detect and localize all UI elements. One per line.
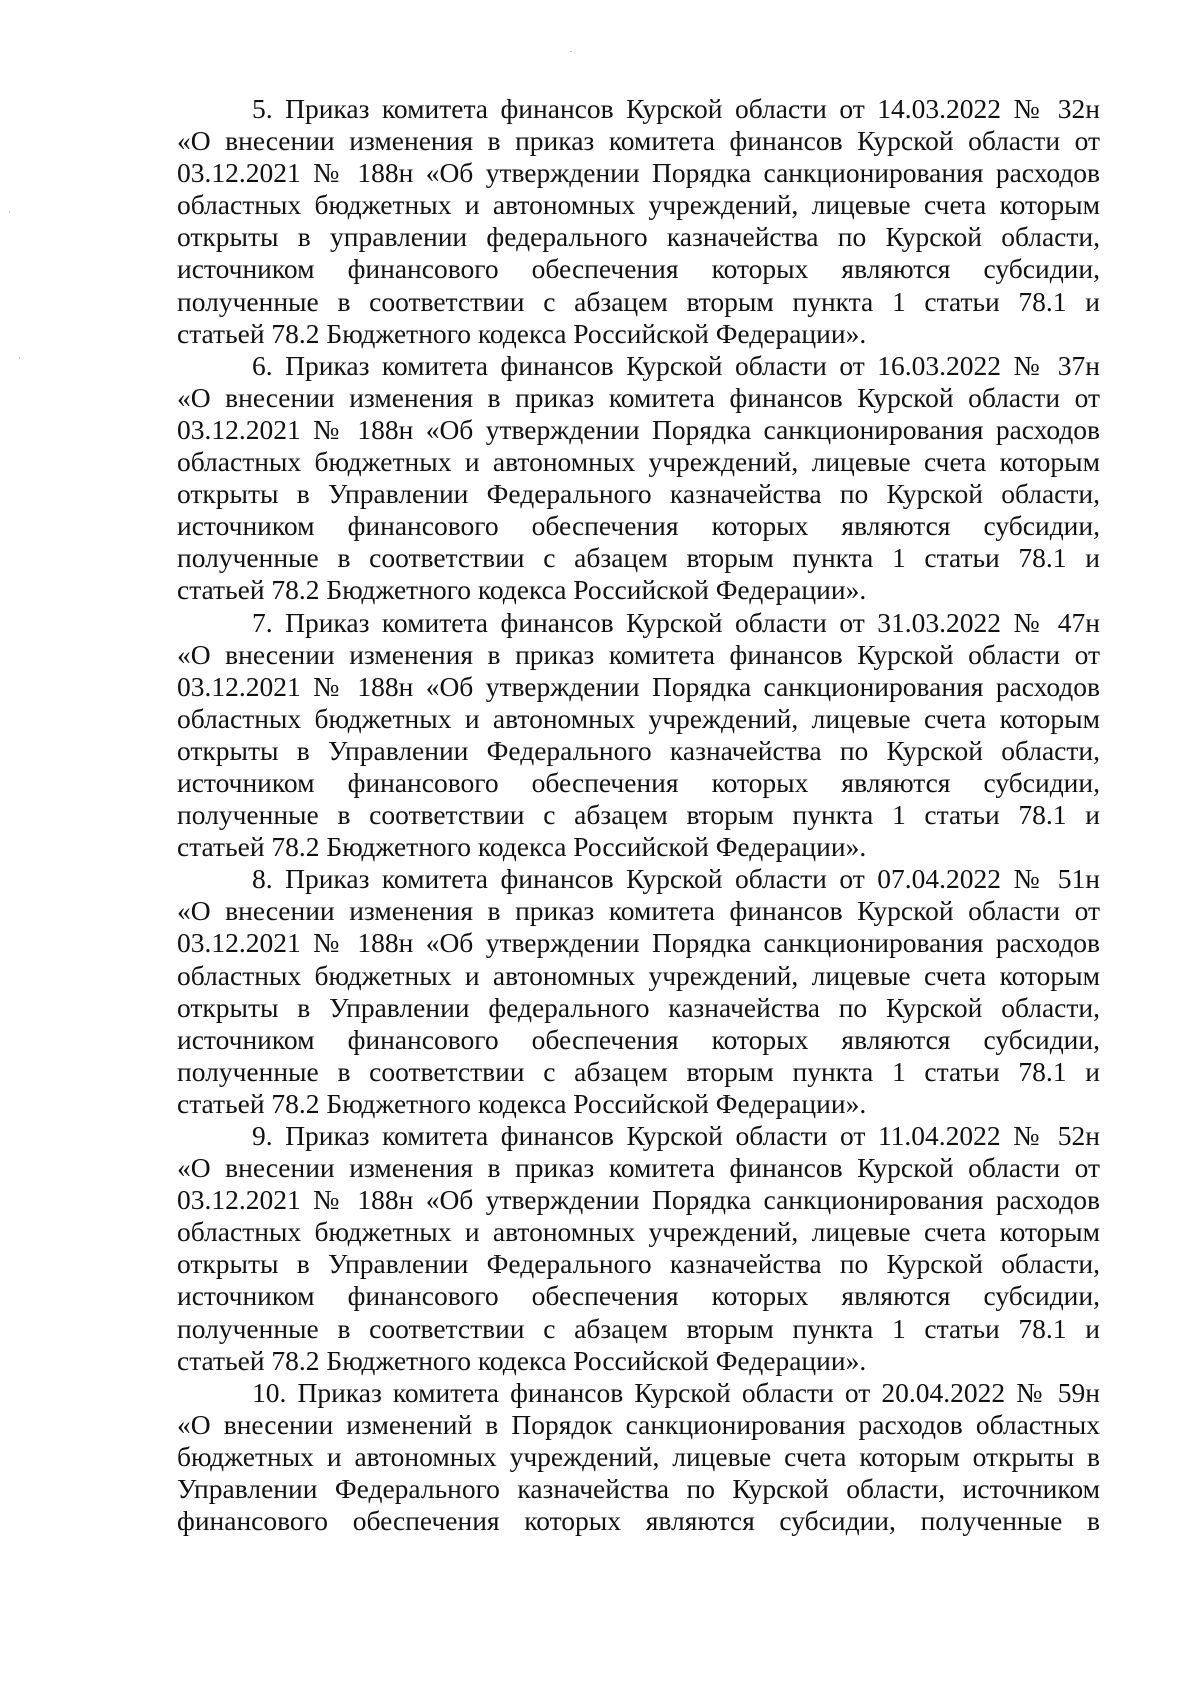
scan-artifact-left-1: [9, 211, 10, 213]
text-line: областных бюджетных и автономных учреждений, лицевые счета которым: [177, 446, 1100, 478]
text-line: источником финансового обеспечения которых являются субсидии,: [177, 766, 1100, 798]
text-line: открыты в Управлении федерального казначейства по Курской области,: [177, 991, 1100, 1023]
text-line: статьей 78.2 Бюджетного кодекса Российской Федерации».: [177, 831, 867, 863]
paragraph-item-2: [177, 350, 1100, 607]
text-line: финансового обеспечения которых являются субсидии, полученные в: [177, 1505, 1100, 1537]
scan-artifact-top: [570, 51, 572, 52]
text-line: 9. Приказ комитета финансов Курской области от 11.04.2022 № 52н: [252, 1120, 1100, 1151]
text-line: «О внесении изменения в приказ комитета финансов Курской области от: [177, 895, 1100, 927]
text-line: «О внесении изменения в приказ комитета финансов Курской области от: [177, 381, 1100, 413]
text-line: бюджетных и автономных учреждений, лицевые счета которым открыты в: [177, 1440, 1100, 1472]
text-line: 10. Приказ комитета финансов Курской области от 20.04.2022 № 59н: [252, 1376, 1100, 1408]
text-line: источником финансового обеспечения которых являются субсидии,: [177, 253, 1100, 285]
text-line: 03.12.2021 № 188н «Об утверждении Порядка санкционирования расходов: [177, 670, 1100, 702]
scan-artifact-left-2: [19, 357, 20, 359]
text-line: открыты в Управлении Федерального казначейства по Курской области,: [177, 478, 1100, 510]
text-line: полученные в соответствии с абзацем вторым пункта 1 статьи 78.1 и: [177, 1312, 1100, 1344]
paragraph-item-3: [177, 607, 1100, 864]
text-line: областных бюджетных и автономных учреждений, лицевые счета которым: [177, 189, 1100, 221]
text-line: источником финансового обеспечения которых являются субсидии,: [177, 1280, 1100, 1312]
text-line: статьей 78.2 Бюджетного кодекса Российской Федерации».: [177, 1344, 867, 1376]
text-line: 03.12.2021 № 188н «Об утверждении Порядка санкционирования расходов: [177, 1184, 1100, 1216]
text-line: источником финансового обеспечения которых являются субсидии,: [177, 1023, 1100, 1055]
paragraph-item-6: [177, 1377, 1100, 1537]
text-line: источником финансового обеспечения которых являются субсидии,: [177, 510, 1100, 542]
text-line: 03.12.2021 № 188н «Об утверждении Порядка санкционирования расходов: [177, 157, 1100, 189]
paragraph-item-4: [177, 863, 1100, 1120]
text-line: полученные в соответствии с абзацем вторым пункта 1 статьи 78.1 и: [177, 799, 1100, 831]
text-line: полученные в соответствии с абзацем вторым пункта 1 статьи 78.1 и: [177, 542, 1100, 574]
text-line: 03.12.2021 № 188н «Об утверждении Порядка санкционирования расходов: [177, 927, 1100, 959]
text-line: «О внесении изменения в приказ комитета финансов Курской области от: [177, 1152, 1100, 1184]
text-line: областных бюджетных и автономных учреждений, лицевые счета которым: [177, 959, 1100, 991]
text-line: 8. Приказ комитета финансов Курской области от 07.04.2022 № 51н: [252, 863, 1100, 895]
paragraph-item-5: [177, 1120, 1100, 1377]
text-line: «О внесении изменений в Порядок санкционирования расходов областных: [177, 1408, 1100, 1440]
text-line: 5. Приказ комитета финансов Курской области от 14.03.2022 № 32н: [252, 93, 1100, 124]
text-line: 7. Приказ комитета финансов Курской области от 31.03.2022 № 47н: [252, 606, 1100, 638]
text-line: полученные в соответствии с абзацем вторым пункта 1 статьи 78.1 и: [177, 1055, 1100, 1087]
text-line: статьей 78.2 Бюджетного кодекса Российской Федерации».: [177, 574, 867, 606]
text-line: Управлении Федерального казначейства по Курской области, источником: [177, 1473, 1100, 1505]
text-line: областных бюджетных и автономных учреждений, лицевые счета которым: [177, 1216, 1100, 1248]
text-line: открыты в Управлении Федерального казначейства по Курской области,: [177, 734, 1100, 766]
text-line: 03.12.2021 № 188н «Об утверждении Порядка санкционирования расходов: [177, 413, 1100, 445]
text-line: полученные в соответствии с абзацем вторым пункта 1 статьи 78.1 и: [177, 285, 1100, 317]
document-body: [177, 93, 1100, 1537]
text-line: открыты в управлении федерального казначейства по Курской области,: [177, 221, 1100, 253]
text-line: 6. Приказ комитета финансов Курской области от 16.03.2022 № 37н: [252, 349, 1100, 381]
text-line: открыты в Управлении Федерального казначейства по Курской области,: [177, 1248, 1100, 1280]
paragraph-item-1: [177, 93, 1100, 350]
text-line: «О внесении изменения в приказ комитета финансов Курской области от: [177, 125, 1100, 157]
text-line: областных бюджетных и автономных учреждений, лицевые счета которым: [177, 702, 1100, 734]
text-line: статьей 78.2 Бюджетного кодекса Российской Федерации».: [177, 1087, 867, 1119]
text-line: «О внесении изменения в приказ комитета финансов Курской области от: [177, 638, 1100, 670]
text-line: статьей 78.2 Бюджетного кодекса Российской Федерации».: [177, 317, 867, 349]
